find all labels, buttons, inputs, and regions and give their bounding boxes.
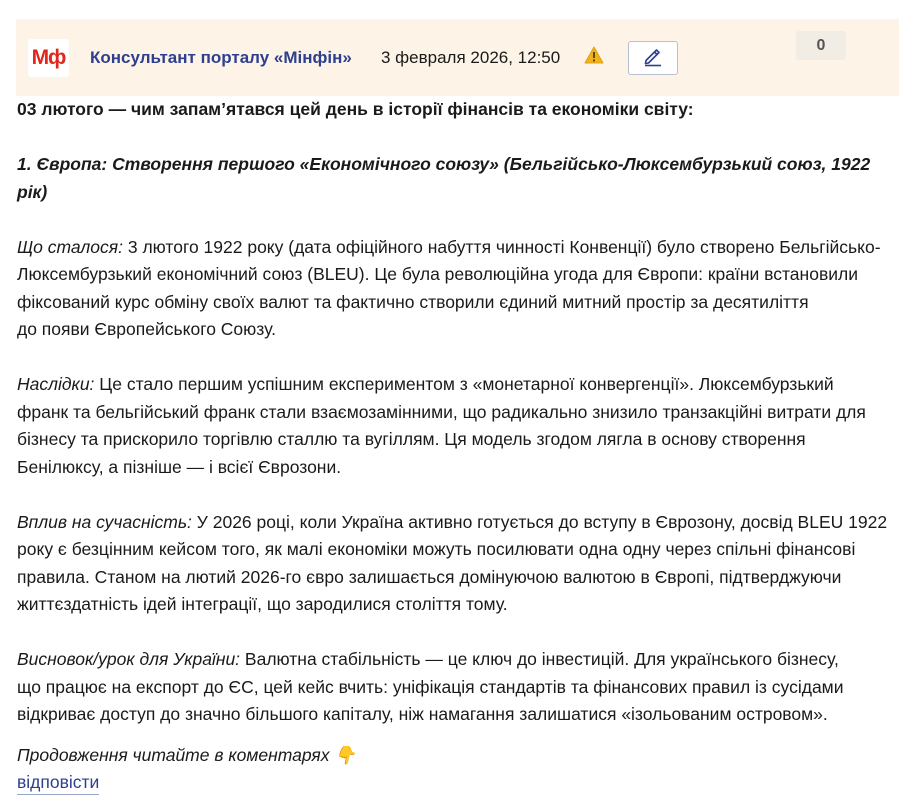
rating-counter[interactable] (796, 31, 846, 60)
paragraph-lead: Висновок/урок для України: (17, 649, 241, 669)
paragraph-text: бізнесу та прискорило торгівлю сталлю та вугіллям. Ця модель згодом лягла в основу створення (17, 429, 806, 449)
author-name-link[interactable]: Консультант порталу «Мінфін» (90, 48, 352, 67)
paragraph-lead: Наслідки: (17, 374, 95, 394)
continue-text: Продовження читайте в коментарях (17, 744, 330, 765)
paragraph-conclusion (17, 646, 897, 729)
continue-note (17, 742, 897, 770)
paragraph-what-happened (17, 234, 897, 344)
pencil-icon (642, 45, 664, 72)
paragraph-text: франк та бельгійський франк стали взаємозамінними, що радикально знизило транзакційні витрати для (17, 401, 866, 422)
post-date: 3 февраля 2026, 12:50 (381, 48, 561, 67)
paragraph-text: року є безцінним кейсом того, як малі економіки можуть посилювати одна одну через спільні фінансові (17, 539, 856, 559)
paragraph-text: Бенілюксу, а пізніше — і всієї Єврозони. (17, 456, 342, 477)
logo-text: Мф (31, 46, 66, 69)
author-avatar (28, 39, 69, 77)
reply-link[interactable]: відповісти (17, 770, 99, 795)
paragraph-modern-impact (17, 509, 897, 619)
paragraph-text: відкриває доступ до значно більшого капіталу, ніж намагання залишатися «ізольованим островом». (17, 704, 828, 724)
paragraph-text: 3 лютого 1922 року (дата офіційного набуття чинності Конвенції) було створено Бельгійсько- (122, 236, 881, 257)
paragraph-text: життєздатність ідей інтеграції, що зародилися століття тому. (17, 594, 508, 614)
paragraph-text: що працює на експорт до ЄС, цей кейс вчить: уніфікація стандартів та фінансових правил із сусідами (17, 676, 844, 697)
paragraph-text: У 2026 році, коли Україна активно готується до вступу в Єврозону, досвід BLEU 1922 (191, 511, 888, 532)
post-header (16, 19, 899, 96)
paragraph-lead: Вплив на сучасність: (17, 511, 192, 532)
counter-value: 0 (816, 36, 826, 54)
paragraph-text: Люксембурзький економічний союз (BLEU). Це була революційна угода для Європи: країни встановили (17, 264, 858, 284)
post-body (17, 96, 897, 797)
paragraph-text: Валютна стабільність — це ключ до інвестицій. Для українського бізнесу, (240, 649, 839, 669)
post-title: 03 лютого — чим запам’ятався цей день в історії фінансів та економіки світу: (17, 99, 694, 119)
section-heading: 1. Європа: Створення першого «Економічного союзу» (Бельгійсько-Люксембурзький союз, 1922 рік) (17, 154, 871, 202)
paragraph-lead: Що сталося: (17, 236, 123, 257)
paragraph-text: до появи Європейського Союзу. (17, 319, 276, 339)
paragraph-text: Це стало першим успішним експериментом з «монетарної конвергенції». Люксембурзький (94, 374, 834, 394)
warning-icon[interactable] (584, 46, 604, 64)
paragraph-text: правила. Станом на лютий 2026-го євро залишається домінуючою валютою в Європі, підтверджуючи (17, 566, 842, 587)
pointing-down-icon: 👇 (334, 744, 357, 765)
paragraph-consequences (17, 371, 897, 481)
edit-button[interactable] (628, 41, 678, 75)
paragraph-text: фіксований курс обміну своїх валют та фактично створили єдиний митний простір за десятиліття (17, 291, 809, 312)
